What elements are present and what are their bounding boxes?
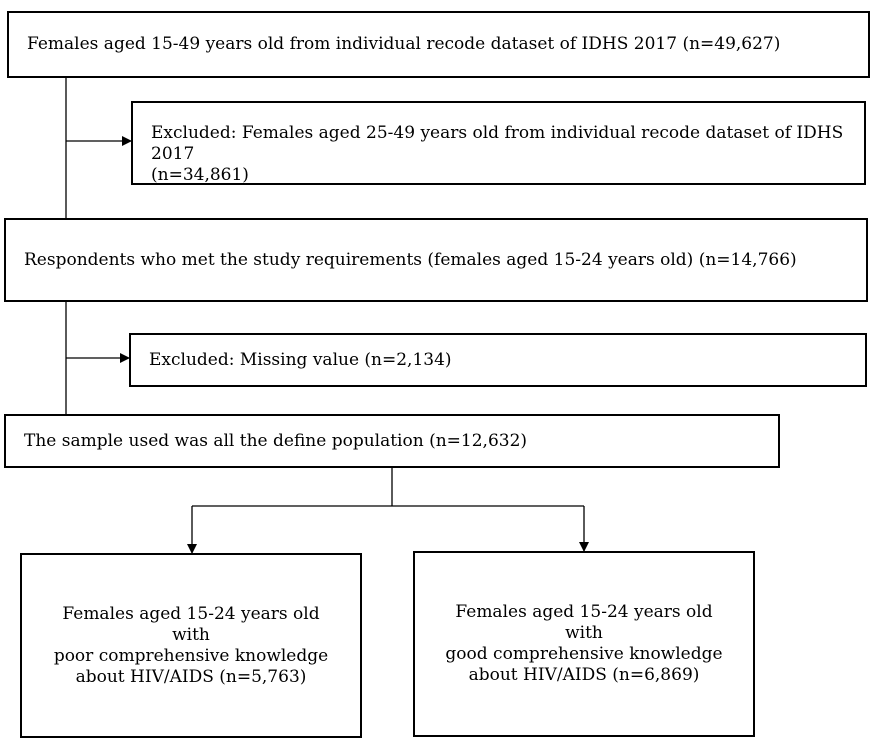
sample-text: The sample used was all the define population (n=12,632) bbox=[24, 430, 528, 451]
excluded-missing-text: Excluded: Missing value (n=2,134) bbox=[149, 349, 452, 370]
excluded-age-box bbox=[131, 101, 866, 185]
sample-box bbox=[4, 414, 780, 468]
excluded-age-text: Excluded: Females aged 25-49 years old from individual recode dataset of IDHS 2017 (n=34,861) bbox=[151, 123, 844, 185]
eligible-respondents-box bbox=[4, 218, 868, 302]
poor-knowledge-box bbox=[20, 553, 362, 738]
initial-population-box bbox=[7, 11, 870, 78]
initial-population-text: Females aged 15-49 years old from individual recode dataset of IDHS 2017 (n=49,627) bbox=[27, 34, 781, 54]
eligible-respondents-text: Respondents who met the study requirements (females aged 15-24 years old) (n=14,766) bbox=[24, 249, 797, 270]
poor-knowledge-text: Females aged 15-24 years old with poor comprehensive knowledge about HIV/AIDS (n=5,763) bbox=[53, 603, 329, 687]
good-knowledge-text: Females aged 15-24 years old with good comprehensive knowledge about HIV/AIDS (n=6,869) bbox=[445, 602, 723, 685]
good-knowledge-box bbox=[413, 551, 755, 737]
excluded-missing-box bbox=[129, 333, 867, 387]
